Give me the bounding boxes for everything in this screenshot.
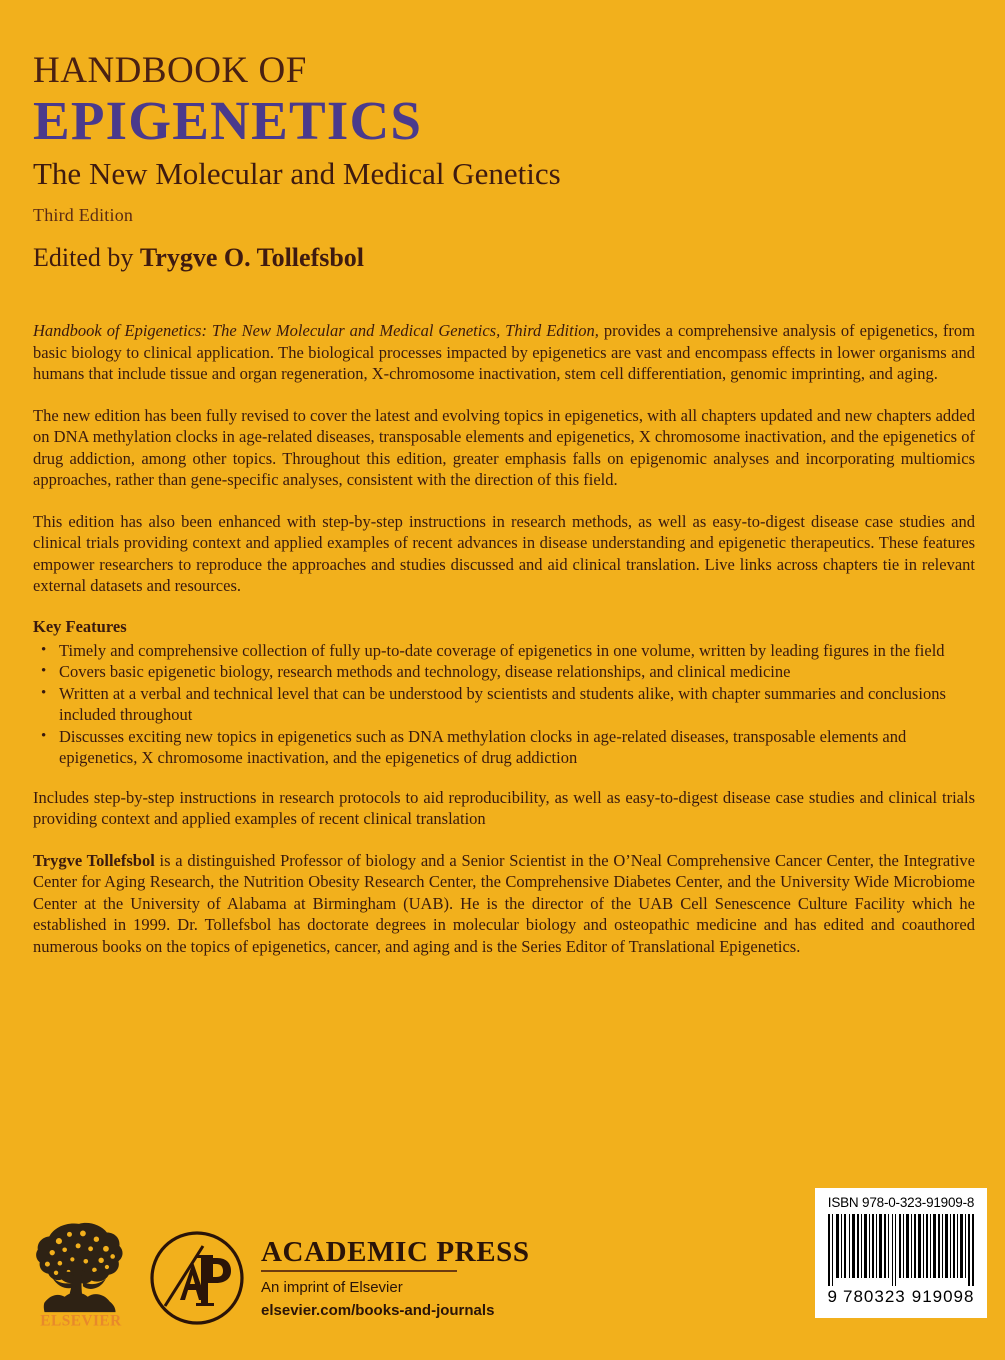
academic-press-monogram-icon [147,1228,247,1328]
edition-label: Third Edition [33,204,134,225]
ean-group-2: 919098 [911,1287,975,1306]
description-paragraph-1 [33,320,975,385]
publisher-url: elsevier.com/books-and-journals [261,1301,495,1319]
list-item: • Written at a verbal and technical level that can be understood by scientists and students alike, with chapter summaries and conclusions included throughout [33,683,975,726]
elsevier-tree-logo [33,1220,129,1328]
edited-by-prefix: Edited by [33,242,140,272]
list-item: • Covers basic epigenetic biology, research methods and technology, disease relationships, and clinical medicine [33,661,975,683]
isbn-label: ISBN 978-0-323-91909-8 [827,1195,975,1210]
cover-header [33,52,963,273]
list-item: • Discusses exciting new topics in epigenetics such as DNA methylation clocks in age-related diseases, transposable elements and epigenetics, X chromosome inactivation, and the epigenetics of drug addiction [33,726,975,769]
description-paragraph-1-rest: provides a comprehensive analysis of epigenetics, from basic biology to clinical application. The biological processes impacted by epigenetics are vast and encompass effects in lower organisms and humans that include tissue and organ regeneration, X-chromosome inactivation, stem cell differentiation, genomic imprinting, and aging. [33,321,976,383]
cover-footer [0,1170,1005,1360]
list-item: • Timely and comprehensive collection of fully up-to-date coverage of epigenetics in one volume, written by leading figures in the field [33,640,975,662]
ean-group-1: 780323 [843,1287,906,1306]
author-bio [33,850,975,958]
key-features-list [33,640,975,769]
author-bio-text: is a distinguished Professor of biology and a Senior Scientist in the O’Neal Comprehensive Cancer Center, the Integrative Center for Aging Research, the Nutrition Obesity Research Center, the Comprehensive Diabetes Center, and the University Wide Microbiome Center at the University of Alabama at Birmingham (UAB). He is the director of the UAB Cell Senescence Culture Facility which he established in 1999. Dr. Tollefsbol has doctorate degrees in molecular biology and osteopathic medicine and has edited and coauthored numerous books on the topics of epigenetics, cancer, and aging and is the Series Editor of Translational Epigenetics. [33,850,975,956]
imprint-divider [261,1270,457,1272]
book-title-italic: Handbook of Epigenetics: The New Molecular and Medical Genetics, Third Edition, [33,321,599,340]
page-title: EPIGENETICS [33,90,423,151]
imprint-line: An imprint of Elsevier [261,1279,403,1296]
ean-digits [815,1287,987,1307]
key-features-heading: Key Features [33,616,127,636]
subtitle: The New Molecular and Medical Genetics [33,156,561,191]
description-paragraph-4: Includes step-by-step instructions in research protocols to aid reproducibility, as well as easy-to-digest disease case studies and clinical trials providing context and applied examples of recent clinical translation [33,787,975,828]
title-line-handbook-of: HANDBOOK OF [33,50,307,91]
edited-by-line [33,243,963,273]
imprint-name: ACADEMIC PRESS [261,1236,530,1268]
editor-name: Trygve O. Tollefsbol [139,242,365,272]
barcode-bars [828,1214,974,1286]
isbn-barcode [815,1188,987,1318]
publisher-text-block [261,1238,530,1328]
publisher-row [33,1220,530,1328]
description-paragraph-2: The new edition has been fully revised to cover the latest and evolving topics in epigenetics, with all chapters updated and new chapters added on DNA methylation clocks in age-related diseases, transposable elements and epigenetics, X chromosome inactivation, and the epigenetics of drug addiction, among other topics. Throughout this edition, greater emphasis falls on epigenomic analyses and incorporating multiomics approaches, rather than gene-specific analyses, consistent with the direction of this field. [33,405,975,489]
cover-description [33,320,975,977]
svg-text:ELSEVIER: ELSEVIER [40,1313,122,1328]
author-bio-name: Trygve Tollefsbol [33,850,155,870]
description-paragraph-3: This edition has also been enhanced with step-by-step instructions in research methods, as well as easy-to-digest disease case studies and clinical trials providing context and applied examples of recent advances in disease understanding and epigenetic therapeutics. These features empower researchers to reproduce the approaches and studies discussed and aid clinical translation. Live links across chapters tie in relevant external datasets and resources. [33,511,975,595]
ean-lead-digit: 9 [827,1287,838,1306]
